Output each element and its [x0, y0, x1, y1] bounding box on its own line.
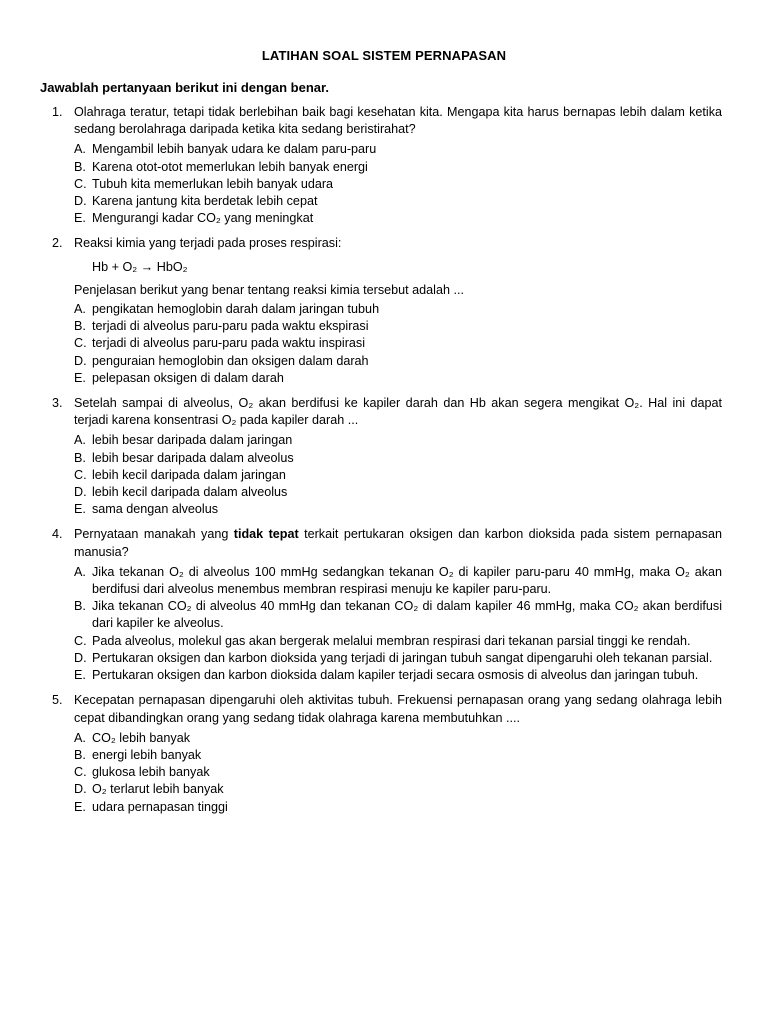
question-number: 4.: [52, 527, 63, 542]
chemical-formula: Hb + O₂ → HbO₂: [92, 259, 188, 274]
option-text: energi lebih banyak: [92, 747, 202, 762]
option-text: terjadi di alveolus paru-paru pada waktu ekspirasi: [92, 319, 369, 334]
option-text: Tubuh kita memerlukan lebih banyak udara: [92, 176, 334, 191]
option-text: pengikatan hemoglobin darah dalam jaringan tubuh: [92, 302, 380, 317]
instruction-text: Jawablah pertanyaan berikut ini dengan benar.: [40, 80, 329, 95]
option-list: [74, 301, 722, 387]
option-c: [74, 335, 722, 352]
option-list: [74, 432, 722, 518]
option-b: [74, 318, 722, 335]
option-b: [74, 159, 722, 176]
page-title: LATIHAN SOAL SISTEM PERNAPASAN: [261, 48, 507, 63]
option-label: A.: [74, 564, 86, 579]
option-text: penguraian hemoglobin dan oksigen dalam darah: [92, 353, 369, 368]
option-text: lebih besar daripada dalam jaringan: [92, 433, 293, 448]
option-e: [74, 210, 722, 227]
option-label: E.: [74, 799, 86, 814]
option-d: [74, 650, 722, 667]
option-text: udara pernapasan tinggi: [92, 799, 228, 814]
option-d: [74, 484, 722, 501]
question-subtext: Penjelasan berikut yang benar tentang reaksi kimia tersebut adalah ...: [74, 282, 464, 297]
option-e: [74, 667, 722, 684]
option-text: lebih kecil daripada dalam jaringan: [92, 467, 286, 482]
question-text: Kecepatan pernapasan dipengaruhi oleh aktivitas tubuh. Frekuensi pernapasan orang yang sedang olahraga lebih cepat dibandingkan orang yang sedang tidak olahraga karena membutuhkan ....: [74, 693, 722, 725]
option-label: D.: [74, 485, 87, 500]
option-label: D.: [74, 353, 87, 368]
question-number: 1.: [52, 105, 63, 119]
option-text: lebih besar daripada dalam alveolus: [92, 450, 294, 465]
option-label: A.: [74, 730, 86, 745]
option-label: B.: [74, 599, 86, 614]
option-label: C.: [74, 633, 87, 648]
option-label: E.: [74, 668, 86, 683]
question-text-part: Pernyataan manakah yang: [74, 527, 234, 542]
option-label: B.: [74, 319, 86, 334]
question-1: [50, 104, 722, 227]
question-5: [50, 692, 722, 815]
option-c: [74, 467, 722, 484]
option-label: A.: [74, 302, 86, 317]
question-text: Olahraga teratur, tetapi tidak berlebihan baik bagi kesehatan kita. Mengapa kita harus bernapas lebih dalam ketika sedang berolahraga daripada ketika kita sedang beristirahat?: [74, 105, 722, 137]
option-text: lebih kecil daripada dalam alveolus: [92, 485, 288, 500]
option-label: A.: [74, 142, 86, 157]
option-e: [74, 370, 722, 387]
question-4: [50, 526, 722, 684]
option-c: [74, 176, 722, 193]
question-text-part: terkait pertukaran oksigen dan karbon dioksida pada sistem pernapasan manusia?: [74, 527, 722, 559]
question-emphasis: tidak tepat: [233, 527, 299, 542]
option-text: Pertukaran oksigen dan karbon dioksida yang terjadi di jaringan tubuh sangat dipengaruhi oleh tekanan parsial.: [92, 650, 713, 665]
option-text: Mengambil lebih banyak udara ke dalam paru-paru: [92, 142, 377, 157]
option-label: D.: [74, 782, 87, 797]
option-text: Mengurangi kadar CO₂ yang meningkat: [92, 211, 314, 226]
question-2: [50, 235, 722, 387]
question-text: Setelah sampai di alveolus, O₂ akan berdifusi ke kapiler darah dan Hb akan segera mengikat O₂. Hal ini dapat terjadi karena konsentrasi O₂ pada kapiler darah ...: [74, 396, 722, 428]
option-text: Pertukaran oksigen dan karbon dioksida dalam kapiler terjadi secara osmosis di alveolus dan jaringan tubuh.: [92, 668, 699, 683]
option-list: [74, 730, 722, 816]
option-b: [74, 598, 722, 632]
option-label: B.: [74, 159, 86, 174]
option-label: E.: [74, 370, 86, 385]
option-label: C.: [74, 765, 87, 780]
option-text: Karena jantung kita berdetak lebih cepat: [92, 194, 318, 209]
option-c: [74, 764, 722, 781]
question-3: [50, 395, 722, 518]
question-number: 3.: [52, 396, 63, 411]
option-list: [74, 564, 722, 684]
option-text: glukosa lebih banyak: [92, 765, 210, 780]
option-text: O₂ terlarut lebih banyak: [92, 782, 224, 797]
question-number: 2.: [52, 236, 63, 251]
option-label: A.: [74, 433, 86, 448]
option-text: CO₂ lebih banyak: [92, 730, 190, 745]
option-c: [74, 633, 722, 650]
option-label: D.: [74, 194, 87, 209]
question-text: [74, 526, 722, 560]
option-label: C.: [74, 336, 87, 351]
option-text: sama dengan alveolus: [92, 502, 219, 517]
option-text: Jika tekanan CO₂ di alveolus 40 mmHg dan tekanan CO₂ di dalam kapiler 46 mmHg, maka CO₂ akan berdifusi dari kapiler ke alveolus.: [92, 599, 722, 631]
option-label: D.: [74, 650, 87, 665]
option-label: B.: [74, 450, 86, 465]
option-label: C.: [74, 176, 87, 191]
option-d: [74, 353, 722, 370]
option-d: [74, 193, 722, 210]
question-number: 5.: [52, 693, 63, 708]
question-list: [50, 104, 722, 824]
option-a: [74, 730, 722, 747]
option-b: [74, 450, 722, 467]
option-list: [74, 141, 722, 227]
option-label: B.: [74, 747, 86, 762]
option-a: [74, 141, 722, 158]
option-label: E.: [74, 502, 86, 517]
option-label: C.: [74, 467, 87, 482]
question-text: Reaksi kimia yang terjadi pada proses respirasi:: [74, 236, 342, 251]
option-text: Karena otot-otot memerlukan lebih banyak energi: [92, 159, 368, 174]
option-e: [74, 799, 722, 816]
option-a: [74, 564, 722, 598]
option-b: [74, 747, 722, 764]
option-label: E.: [74, 211, 86, 226]
option-a: [74, 301, 722, 318]
option-a: [74, 432, 722, 449]
option-d: [74, 781, 722, 798]
option-text: Jika tekanan O₂ di alveolus 100 mmHg sedangkan tekanan O₂ di kapiler paru-paru 40 mmHg, maka O₂ akan berdifusi dari alveolus menembus membran respirasi menuju ke kapiler paru-paru.: [92, 564, 722, 597]
option-e: [74, 501, 722, 518]
option-text: terjadi di alveolus paru-paru pada waktu inspirasi: [92, 336, 366, 351]
option-text: Pada alveolus, molekul gas akan bergerak melalui membran respirasi dari tekanan parsial tinggi ke rendah.: [92, 633, 691, 648]
option-text: pelepasan oksigen di dalam darah: [92, 370, 284, 385]
